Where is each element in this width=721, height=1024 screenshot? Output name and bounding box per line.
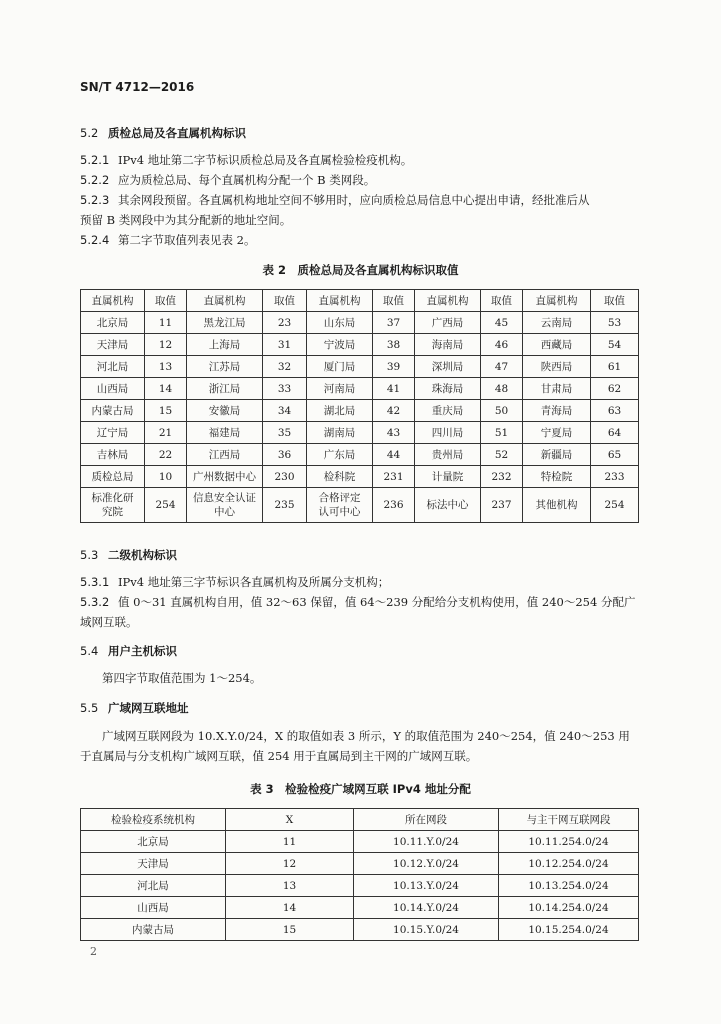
table-cell: 辽宁局 xyxy=(81,422,145,444)
table-cell: 珠海局 xyxy=(415,378,481,400)
table-cell: 47 xyxy=(481,356,523,378)
table-cell: 福建局 xyxy=(187,422,263,444)
table-cell: 231 xyxy=(373,466,415,488)
table-cell: 河南局 xyxy=(307,378,373,400)
table-cell: 山西局 xyxy=(81,897,226,919)
table-cell: 10 xyxy=(145,466,187,488)
table-cell: 46 xyxy=(481,334,523,356)
section-5-4-text: 第四字节取值范围为 1～254。 xyxy=(102,671,262,685)
section-5-5-heading xyxy=(80,700,189,716)
table-cell: 河北局 xyxy=(81,875,226,897)
column-header: 与主干网互联网段 xyxy=(499,809,639,831)
table-row xyxy=(81,422,639,444)
clause-number: 5.3.2 xyxy=(80,595,110,609)
table-cell: 海南局 xyxy=(415,334,481,356)
table-cell: 50 xyxy=(481,400,523,422)
table-cell: 质检总局 xyxy=(81,466,145,488)
table-cell: 43 xyxy=(373,422,415,444)
table-cell: 10.15.254.0/24 xyxy=(499,919,639,941)
table-row xyxy=(81,356,639,378)
table-cell: 42 xyxy=(373,400,415,422)
column-header: 直属机构 xyxy=(307,290,373,312)
table-row xyxy=(81,831,639,853)
table-row xyxy=(81,853,639,875)
section-title: 二级机构标识 xyxy=(108,548,177,562)
clause-text: 第二字节取值列表见表 2。 xyxy=(118,233,256,247)
table-row xyxy=(81,400,639,422)
table-row xyxy=(81,334,639,356)
table-cell: 信息安全认证 中心 xyxy=(187,488,263,523)
column-header: 直属机构 xyxy=(523,290,591,312)
table-cell: 254 xyxy=(145,488,187,523)
table-cell: 52 xyxy=(481,444,523,466)
table-2 xyxy=(80,289,639,523)
clause-5-2-4 xyxy=(80,230,640,250)
table-row xyxy=(81,466,639,488)
table-cell: 39 xyxy=(373,356,415,378)
table-cell: 广州数据中心 xyxy=(187,466,263,488)
table-cell: 其他机构 xyxy=(523,488,591,523)
clause-text-continued: 域网互联。 xyxy=(80,615,138,629)
table-cell: 天津局 xyxy=(81,334,145,356)
page-number: 2 xyxy=(90,945,97,958)
table-cell: 12 xyxy=(226,853,354,875)
table-cell: 12 xyxy=(145,334,187,356)
table-cell: 深圳局 xyxy=(415,356,481,378)
column-header: 直属机构 xyxy=(81,290,145,312)
table-cell: 36 xyxy=(263,444,307,466)
clause-5-3-1 xyxy=(80,572,640,592)
column-header: 取值 xyxy=(373,290,415,312)
table-cell: 31 xyxy=(263,334,307,356)
table-cell: 53 xyxy=(591,312,639,334)
table-cell: 厦门局 xyxy=(307,356,373,378)
table-cell: 10.12.254.0/24 xyxy=(499,853,639,875)
table-cell: 10.11.254.0/24 xyxy=(499,831,639,853)
table-cell: 37 xyxy=(373,312,415,334)
table-cell: 10.12.Y.0/24 xyxy=(354,853,499,875)
table-cell: 11 xyxy=(226,831,354,853)
paragraph-text-continued: 于直属局与分支机构广域网互联，值 254 用于直属局到主干网的广域网互联。 xyxy=(80,749,478,763)
table-cell: 宁夏局 xyxy=(523,422,591,444)
table-3 xyxy=(80,808,639,941)
clause-text: 值 0～31 直属机构自用，值 32～63 保留，值 64～239 分配给分支机构使用，值 240～254 分配广 xyxy=(118,595,636,609)
section-number: 5.2 xyxy=(80,126,99,140)
table-cell: 10.15.Y.0/24 xyxy=(354,919,499,941)
clause-text: 其余网段预留。各直属机构地址空间不够用时，应向质检总局信息中心提出申请，经批准后从 xyxy=(118,193,590,207)
table-cell: 230 xyxy=(263,466,307,488)
clause-5-2-2 xyxy=(80,170,640,190)
table-cell: 14 xyxy=(226,897,354,919)
table-cell: 黑龙江局 xyxy=(187,312,263,334)
table-cell: 甘肃局 xyxy=(523,378,591,400)
table-cell: 233 xyxy=(591,466,639,488)
table-cell: 陕西局 xyxy=(523,356,591,378)
column-header: 取值 xyxy=(481,290,523,312)
table-cell: 浙江局 xyxy=(187,378,263,400)
clause-number: 5.2.3 xyxy=(80,193,110,207)
table-cell: 48 xyxy=(481,378,523,400)
table-cell: 64 xyxy=(591,422,639,444)
table-cell: 河北局 xyxy=(81,356,145,378)
table-cell: 上海局 xyxy=(187,334,263,356)
table-cell: 23 xyxy=(263,312,307,334)
table-cell: 254 xyxy=(591,488,639,523)
table-cell: 西藏局 xyxy=(523,334,591,356)
clause-number: 5.3.1 xyxy=(80,575,110,589)
table-cell: 特检院 xyxy=(523,466,591,488)
table-cell: 32 xyxy=(263,356,307,378)
table-cell: 63 xyxy=(591,400,639,422)
table-cell: 湖北局 xyxy=(307,400,373,422)
table-cell: 10.11.Y.0/24 xyxy=(354,831,499,853)
table-cell: 山东局 xyxy=(307,312,373,334)
table-row xyxy=(81,875,639,897)
table-2-title: 表 2 质检总局及各直属机构标识取值 xyxy=(262,263,459,277)
column-header: 取值 xyxy=(145,290,187,312)
table-cell: 22 xyxy=(145,444,187,466)
table-cell: 10.14.254.0/24 xyxy=(499,897,639,919)
table-row xyxy=(81,488,639,523)
paragraph-text: 广域网互联网段为 10.X.Y.0/24，X 的取值如表 3 所示，Y 的取值范围为 240～254，值 240～253 用 xyxy=(102,729,630,743)
document-id: SN/T 4712—2016 xyxy=(80,80,195,94)
table-cell: 45 xyxy=(481,312,523,334)
table-cell: 41 xyxy=(373,378,415,400)
table-row xyxy=(81,378,639,400)
table-cell: 吉林局 xyxy=(81,444,145,466)
table-cell: 青海局 xyxy=(523,400,591,422)
clause-5-3-2 xyxy=(80,592,640,632)
table-cell: 重庆局 xyxy=(415,400,481,422)
table-cell: 38 xyxy=(373,334,415,356)
clause-text-continued: 预留 B 类网段中为其分配新的地址空间。 xyxy=(80,213,292,227)
table-cell: 天津局 xyxy=(81,853,226,875)
column-header: 所在网段 xyxy=(354,809,499,831)
table-3-title: 表 3 检验检疫广域网互联 IPv4 地址分配 xyxy=(250,782,471,796)
table-cell: 广东局 xyxy=(307,444,373,466)
table-header-row xyxy=(81,290,639,312)
table-cell: 安徽局 xyxy=(187,400,263,422)
table-cell: 10.14.Y.0/24 xyxy=(354,897,499,919)
section-number: 5.5 xyxy=(80,701,99,715)
table-cell: 237 xyxy=(481,488,523,523)
table-cell: 15 xyxy=(226,919,354,941)
table-row xyxy=(81,312,639,334)
table-cell: 标法中心 xyxy=(415,488,481,523)
table-cell: 内蒙古局 xyxy=(81,919,226,941)
section-5-4-heading xyxy=(80,643,177,659)
table-cell: 232 xyxy=(481,466,523,488)
table-cell: 54 xyxy=(591,334,639,356)
table-cell: 江苏局 xyxy=(187,356,263,378)
clause-5-2-1 xyxy=(80,150,640,170)
table-cell: 236 xyxy=(373,488,415,523)
clause-number: 5.2.1 xyxy=(80,153,110,167)
section-title: 广域网互联地址 xyxy=(108,701,189,715)
column-header: 直属机构 xyxy=(415,290,481,312)
table-cell: 61 xyxy=(591,356,639,378)
column-header: 取值 xyxy=(591,290,639,312)
table-cell: 广西局 xyxy=(415,312,481,334)
clause-text: 应为质检总局、每个直属机构分配一个 B 类网段。 xyxy=(118,173,376,187)
table-row xyxy=(81,444,639,466)
table-cell: 21 xyxy=(145,422,187,444)
section-5-3-heading xyxy=(80,547,177,563)
section-title: 质检总局及各直属机构标识 xyxy=(108,126,246,140)
clause-5-2-3 xyxy=(80,190,640,230)
section-number: 5.3 xyxy=(80,548,99,562)
section-5-2-heading xyxy=(80,125,246,141)
table-cell: 计量院 xyxy=(415,466,481,488)
table-cell: 11 xyxy=(145,312,187,334)
table-cell: 贵州局 xyxy=(415,444,481,466)
table-row xyxy=(81,919,639,941)
table-cell: 235 xyxy=(263,488,307,523)
clause-text: IPv4 地址第三字节标识各直属机构及所属分支机构； xyxy=(118,575,390,589)
column-header: 取值 xyxy=(263,290,307,312)
table-cell: 新疆局 xyxy=(523,444,591,466)
clause-text: IPv4 地址第二字节标识质检总局及各直属检验检疫机构。 xyxy=(118,153,413,167)
table-cell: 15 xyxy=(145,400,187,422)
clause-number: 5.2.2 xyxy=(80,173,110,187)
table-cell: 35 xyxy=(263,422,307,444)
table-cell: 14 xyxy=(145,378,187,400)
table-cell: 51 xyxy=(481,422,523,444)
table-cell: 33 xyxy=(263,378,307,400)
table-cell: 标准化研 究院 xyxy=(81,488,145,523)
table-cell: 合格评定 认可中心 xyxy=(307,488,373,523)
table-cell: 江西局 xyxy=(187,444,263,466)
section-title: 用户主机标识 xyxy=(108,644,177,658)
column-header: 检验检疫系统机构 xyxy=(81,809,226,831)
table-cell: 宁波局 xyxy=(307,334,373,356)
clause-number: 5.2.4 xyxy=(80,233,110,247)
table-cell: 13 xyxy=(226,875,354,897)
table-cell: 山西局 xyxy=(81,378,145,400)
table-cell: 检科院 xyxy=(307,466,373,488)
table-row xyxy=(81,897,639,919)
table-header-row xyxy=(81,809,639,831)
table-cell: 62 xyxy=(591,378,639,400)
table-cell: 13 xyxy=(145,356,187,378)
table-cell: 湖南局 xyxy=(307,422,373,444)
column-header: 直属机构 xyxy=(187,290,263,312)
table-cell: 44 xyxy=(373,444,415,466)
column-header: X xyxy=(226,809,354,831)
table-cell: 北京局 xyxy=(81,312,145,334)
table-cell: 内蒙古局 xyxy=(81,400,145,422)
table-cell: 34 xyxy=(263,400,307,422)
table-cell: 10.13.Y.0/24 xyxy=(354,875,499,897)
table-cell: 四川局 xyxy=(415,422,481,444)
table-cell: 10.13.254.0/24 xyxy=(499,875,639,897)
table-cell: 65 xyxy=(591,444,639,466)
table-cell: 云南局 xyxy=(523,312,591,334)
section-5-5-text xyxy=(80,726,640,766)
table-cell: 北京局 xyxy=(81,831,226,853)
section-number: 5.4 xyxy=(80,644,99,658)
